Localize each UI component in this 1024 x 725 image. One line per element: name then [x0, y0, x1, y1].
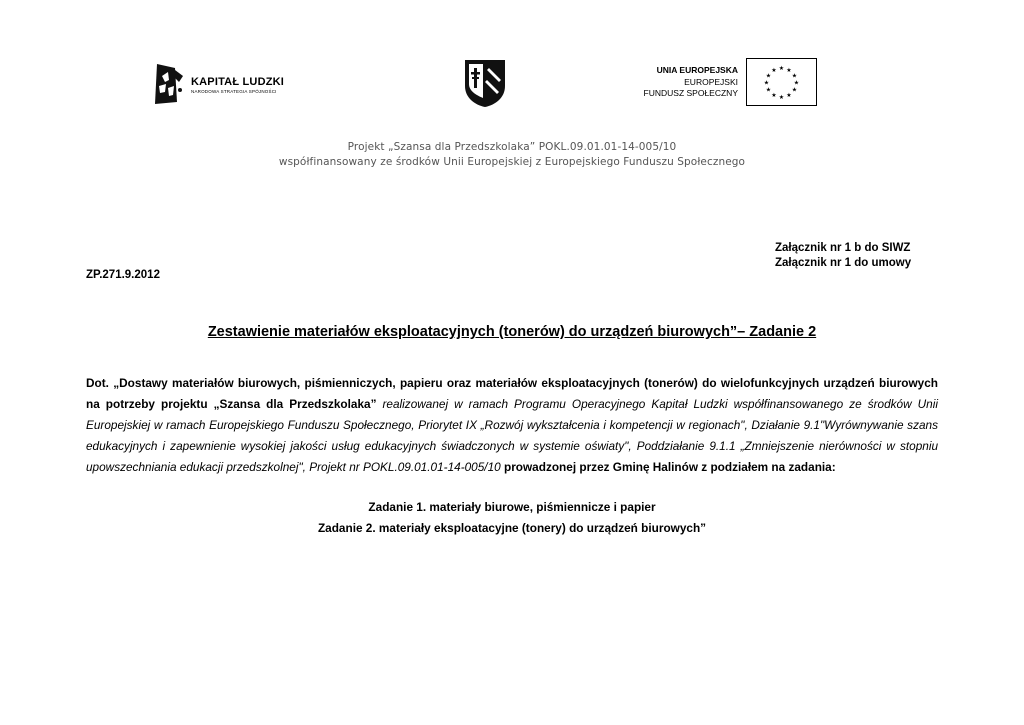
document-title: Zestawienie materiałów eksploatacyjnych (tonerów) do urządzeń biurowych”– Zadanie 2: [207, 324, 817, 340]
project-header-line2: współfinansowany ze środków Unii Europejskiej z Europejskiego Funduszu Społecznego: [278, 156, 746, 168]
project-header-line1: Projekt „Szansa dla Przedszkolaka” POKL.09.01.01-14-005/10: [347, 141, 677, 153]
svg-text:★: ★: [765, 86, 772, 94]
svg-text:★: ★: [765, 72, 772, 80]
eu-logo-line1: UNIA EUROPEJSKA: [656, 65, 738, 75]
svg-text:★: ★: [778, 65, 785, 72]
eu-flag-icon: [746, 58, 817, 106]
eu-logo-text: [644, 65, 738, 100]
municipal-crest-icon: [463, 58, 507, 108]
body-program-details: realizowanej w ramach Programu Operacyjnego Kapitał Ludzki współfinansowanego ze środków Unii Europejskiej w ramach Europejskiego Funduszu Społecznego, Priorytet IX „Rozwój wykształcenia i kompetencji w regionach", Działanie 9.1"Wyrównywanie szans edukacyjnych i zapewnienie wysokiej jakości usług edukacyjnych świadczonych w systemie oświaty", Poddziałanie 9.1.1 „Zmniejszenie nierówności w stopniu upowszechniania edukacji przedszkolnej", Projekt nr POKL.09.01.01-14-005/10: [86, 397, 938, 474]
kapital-ludzki-emblem-icon: [153, 62, 185, 106]
svg-text:★: ★: [778, 94, 785, 101]
body-intro: Dot. „Dostawy materiałów biurowych, piśmienniczych, papieru oraz materiałów eksploatacyjnych (tonerów) do wielofunkcyjnych urządzeń biurowych na potrzeby projektu „Szansa dla Przedszkolaka”: [86, 376, 938, 411]
svg-text:★: ★: [791, 86, 798, 94]
body-paragraph: [86, 373, 938, 478]
kapital-ludzki-logo: [153, 62, 293, 106]
svg-text:★: ★: [786, 92, 792, 99]
municipal-crest: [463, 58, 507, 108]
project-header: [0, 140, 1024, 170]
svg-text:★: ★: [791, 72, 798, 80]
reference-number: ZP.271.9.2012: [86, 269, 160, 281]
kapital-ludzki-subtitle: NARODOWA STRATEGIA SPÓJNOŚCI: [191, 89, 277, 94]
svg-text:★: ★: [763, 79, 770, 87]
eu-logo-line3: FUNDUSZ SPOŁECZNY: [643, 88, 738, 98]
svg-text:★: ★: [771, 92, 777, 99]
svg-text:★: ★: [786, 67, 792, 74]
body-conducted-by: prowadzonej przez Gminę Halinów z podziałem na zadania:: [500, 460, 836, 474]
eu-logo: [630, 58, 820, 108]
attachment-labels: [775, 241, 911, 270]
attachment-siwz: Załącznik nr 1 b do SIWZ: [775, 242, 911, 254]
task-item-1: Zadanie 1. materiały biurowe, piśmiennicze i papier: [368, 500, 656, 514]
kapital-ludzki-name: KAPITAŁ LUDZKI: [191, 76, 285, 88]
svg-text:★: ★: [771, 67, 777, 74]
svg-text:★: ★: [793, 79, 800, 87]
eu-logo-line2: EUROPEJSKI: [684, 76, 738, 87]
attachment-contract: Załącznik nr 1 do umowy: [775, 256, 912, 269]
task-item-2: Zadanie 2. materiały eksploatacyjne (tonery) do urządzeń biurowych”: [317, 521, 707, 535]
